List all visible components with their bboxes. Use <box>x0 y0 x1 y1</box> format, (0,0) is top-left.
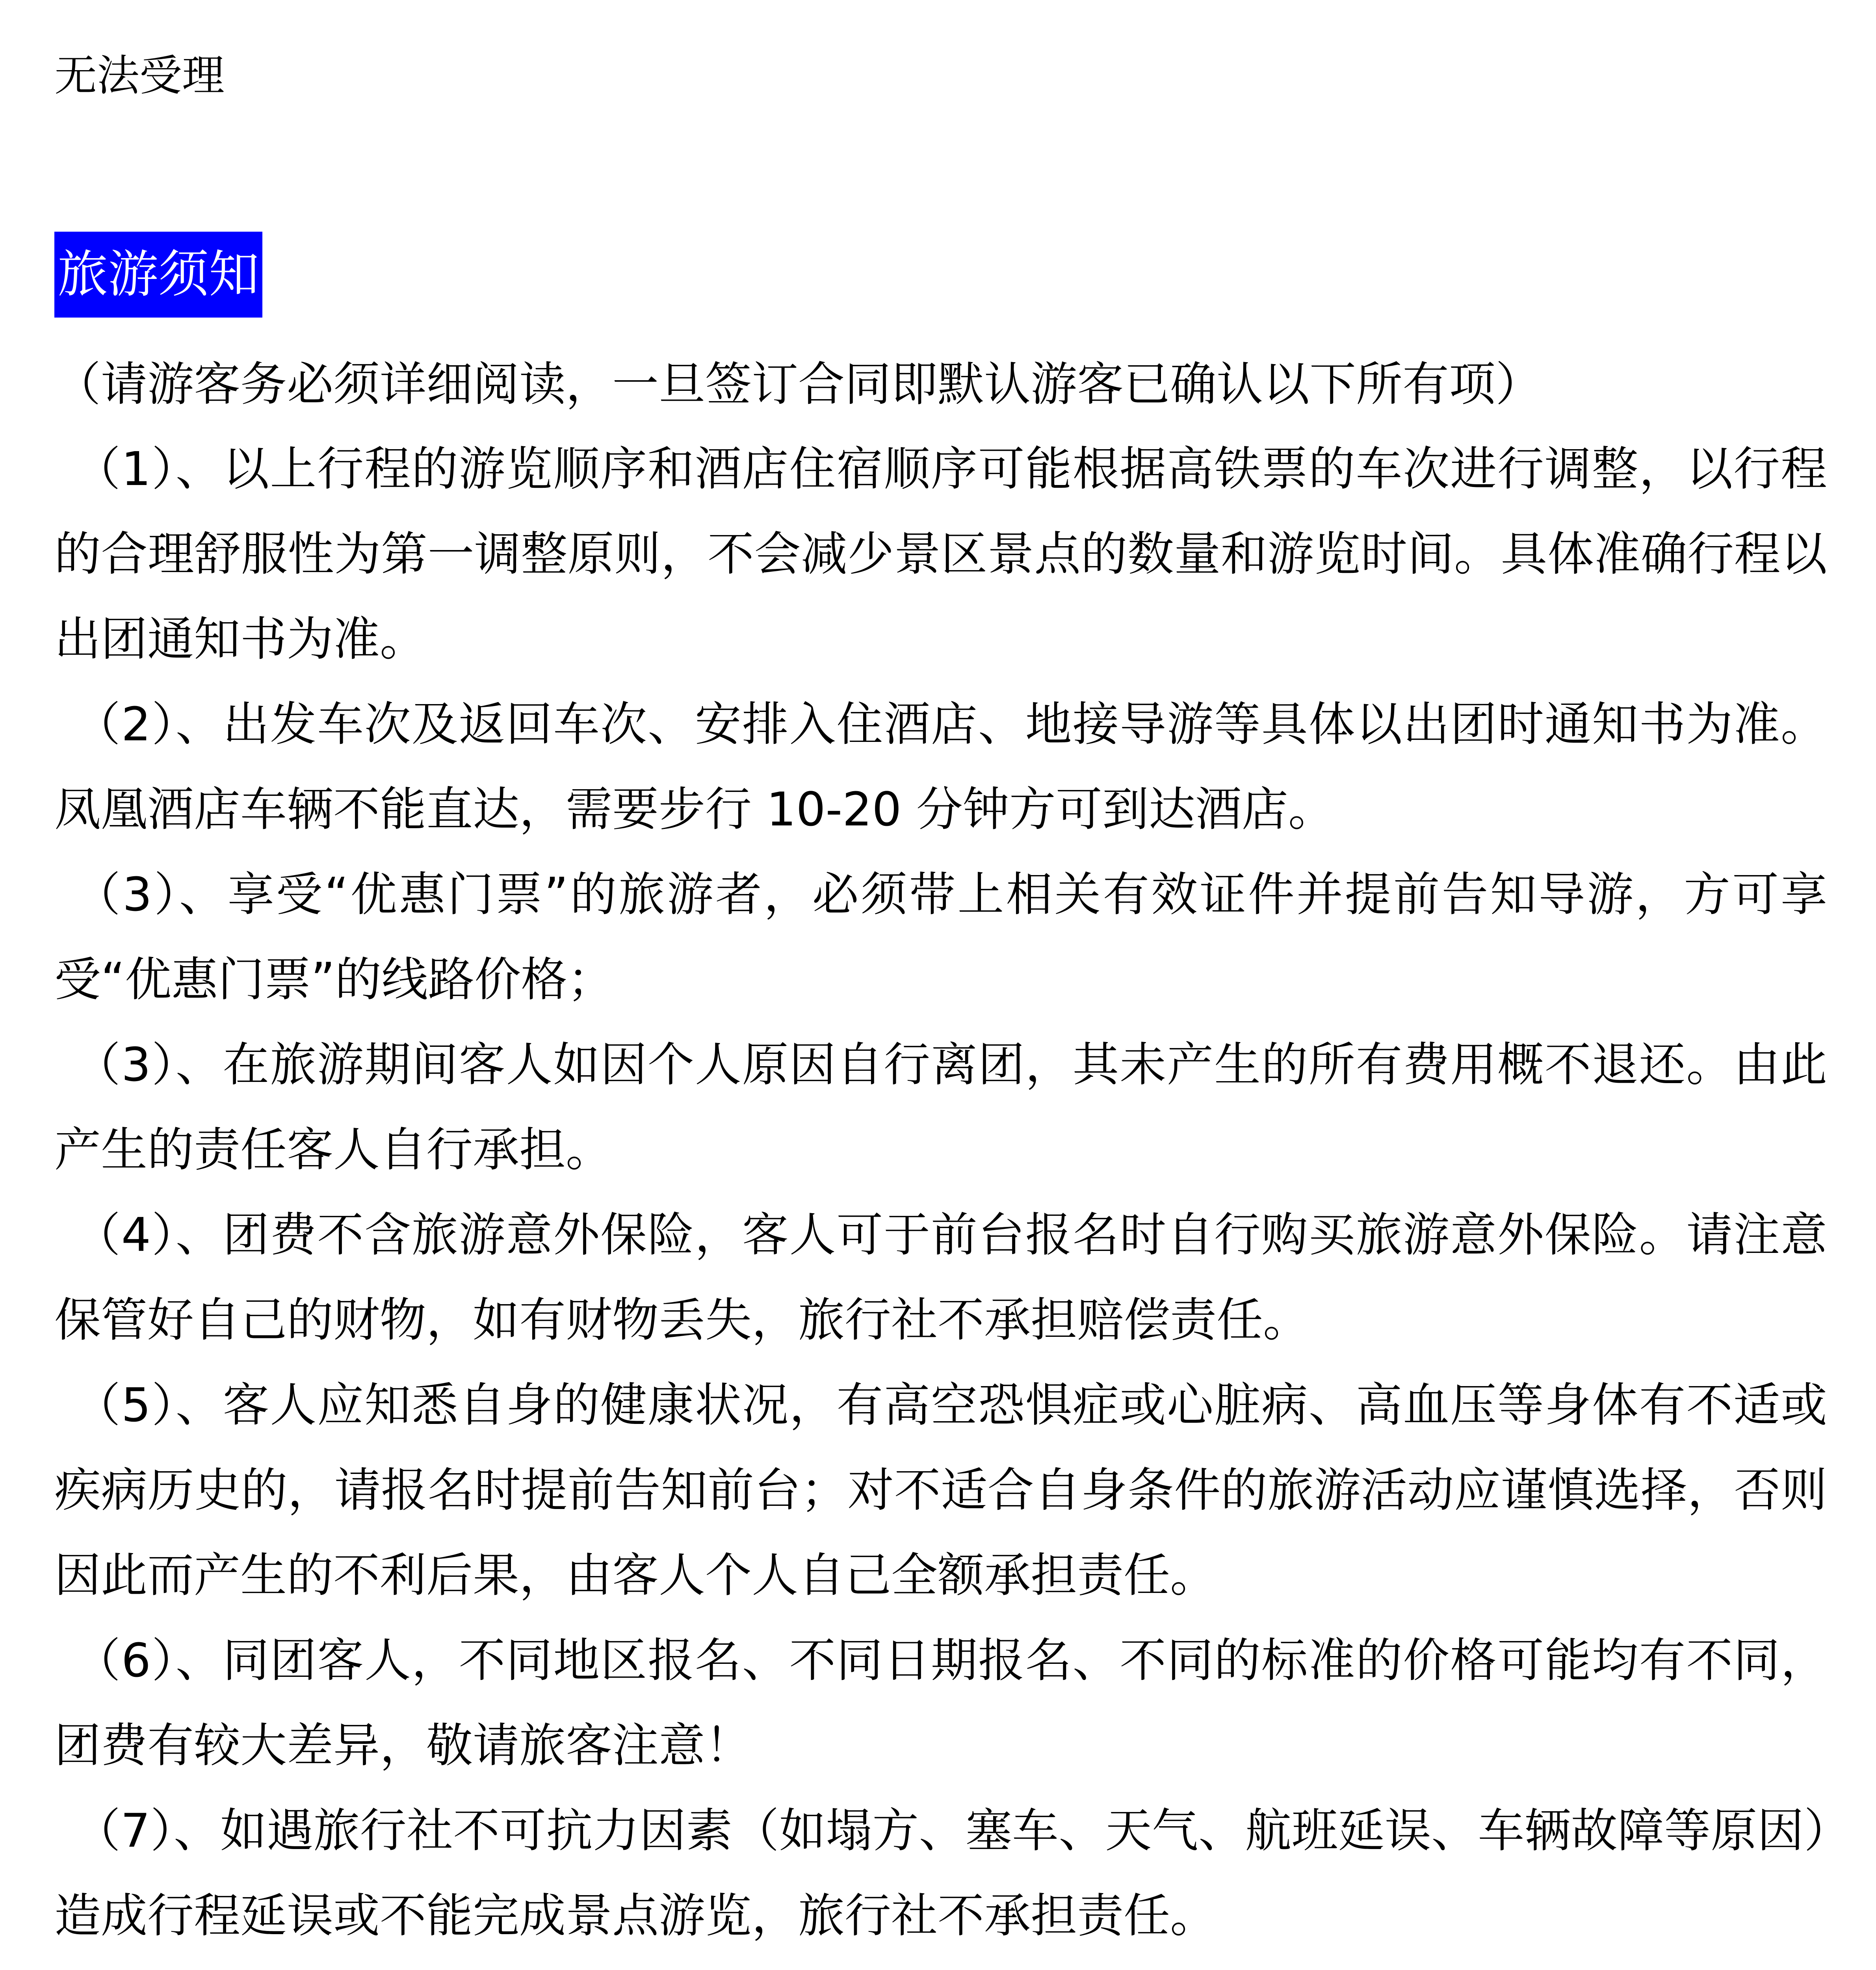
top-note: 无法受理 <box>54 51 225 100</box>
notice-item-1: （1）、以上行程的游览顺序和酒店住宿顺序可能根据高铁票的车次进行调整，以行程的合理舒服性为第一调整原则，不会减少景区景点的数量和游览时间。具体准确行程以出团通知书为准。 <box>54 442 1827 666</box>
section-title: 旅游须知 <box>54 232 262 318</box>
notice-list <box>54 426 1827 1970</box>
notice-item-2: （2）、出发车次及返回车次、安排入住酒店、地接导游等具体以出团时通知书为准。凤凰酒店车辆不能直达，需要步行 10-20 分钟方可到达酒店。 <box>54 697 1827 836</box>
notice-item-8 <box>54 1958 1827 1970</box>
notice-intro: （请游客务必须详细阅读，一旦签订合同即默认游客已确认以下所有项） <box>54 357 1542 411</box>
notice-item-7: （7）、如遇旅行社不可抗力因素（如塌方、塞车、天气、航班延误、车辆故障等原因）造成行程延误或不能完成景点游览，旅行社不承担责任。 <box>54 1803 1827 1943</box>
notice-item-6: （6）、同团客人，不同地区报名、不同日期报名、不同的标准的价格可能均有不同，团费有较大差异，敬请旅客注意！ <box>54 1633 1827 1773</box>
notice-item-3-leaving-group: （3）、在旅游期间客人如因个人原因自行离团，其未产生的所有费用概不退还。由此产生的责任客人自行承担。 <box>54 1037 1827 1177</box>
notice-item-3-discount-tickets: （3）、享受“优惠门票”的旅游者，必须带上相关有效证件并提前告知导游，方可享受“优惠门票”的线路价格； <box>54 867 1827 1007</box>
notice-item-5: （5）、客人应知悉自身的健康状况，有高空恐惧症或心脏病、高血压等身体有不适或疾病历史的，请报名时提前告知前台；对不适合自身条件的旅游活动应谨慎选择，否则因此而产生的不利后果，由客人个人自己全额承担责任。 <box>54 1378 1827 1602</box>
notice-item-4: （4）、团费不含旅游意外保险，客人可于前台报名时自行购买旅游意外保险。请注意保管好自己的财物，如有财物丢失，旅行社不承担赔偿责任。 <box>54 1208 1827 1347</box>
